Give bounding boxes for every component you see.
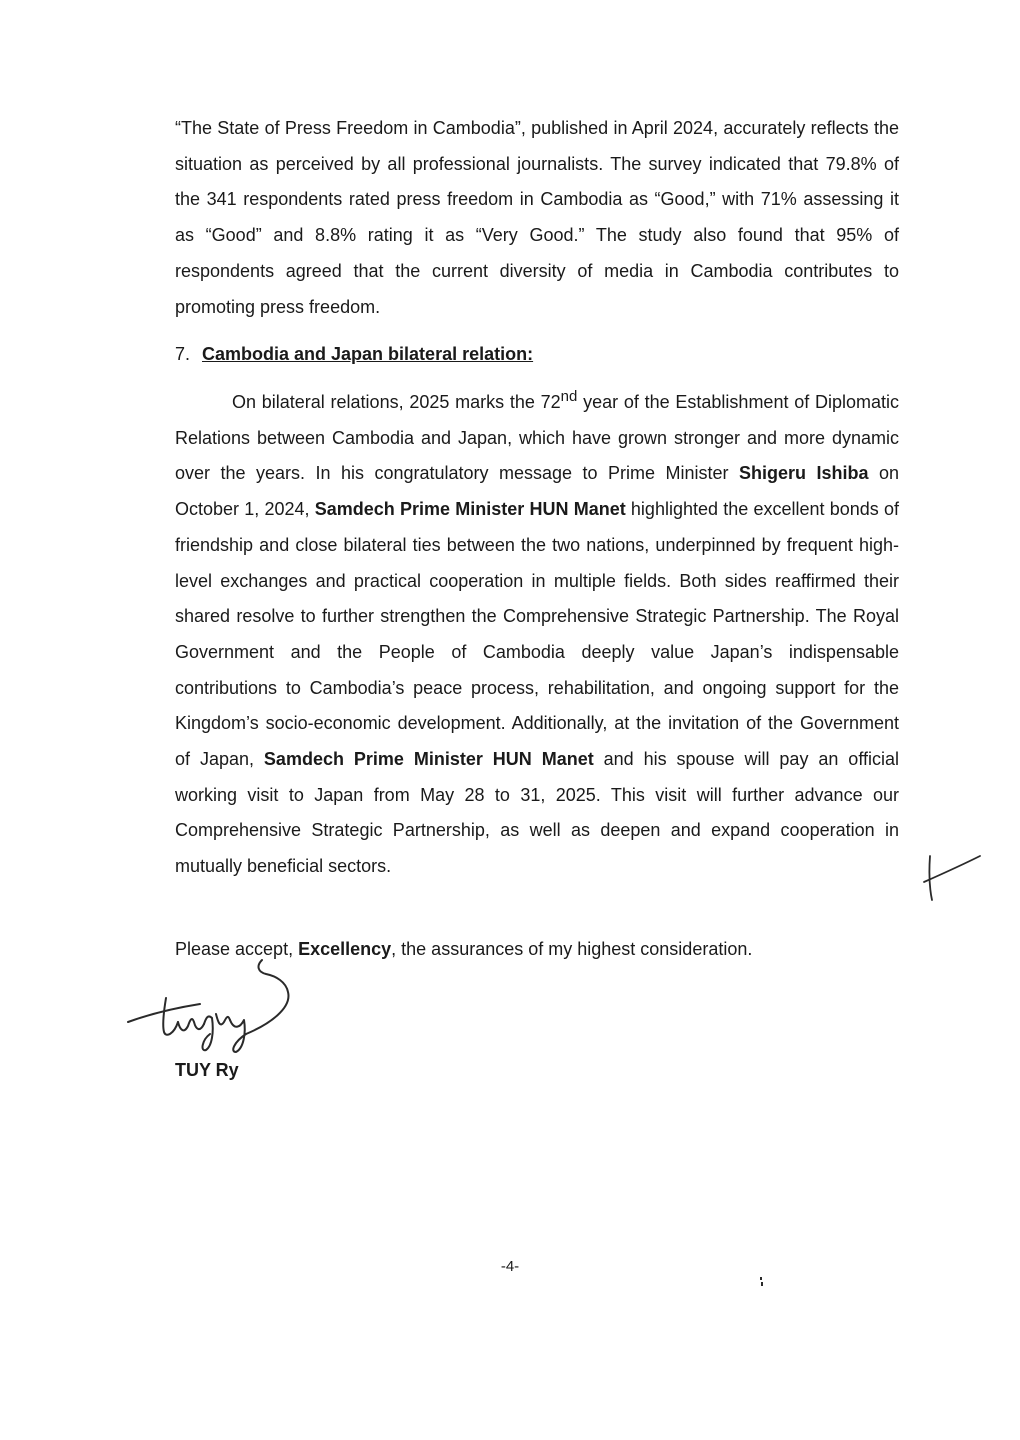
closing-text-1: Please accept, [175,939,299,959]
closing-excellency: Excellency [298,939,392,959]
section-7-heading [175,337,533,373]
page-number: -4- [500,1258,520,1275]
signer-name: TUY Ry [175,1060,239,1080]
name-hun-manet-2: Samdech Prime Minister HUN Manet [263,749,594,770]
ink-speck [759,1276,765,1288]
para2-text-2: year of the Establishment of Diplomatic Relations between Cambodia and Japan, which have grown stronger and more dynamic over the years. In his congratulatory message to Prime Minister [175,392,899,484]
handwritten-signature [120,948,310,1058]
section-title: Cambodia and Japan bilateral relation: [202,344,534,364]
paragraph-press-freedom-text: “The State of Press Freedom in Cambodia”, published in April 2024, accurately reflects the situation as perceived by all professional journalists. The survey indicated that 79.8% of the 341 respondents rated press freedom in Cambodia as “Good,” with 71% assessing it as “Good” and 8.8% rating it as “Very Good.” The study also found that 95% of respondents agreed that the current diversity of media in Cambodia contributes to promoting press freedom. [175,118,899,317]
paragraph-bilateral-relations [175,379,899,885]
section-number: 7. [175,344,191,364]
para2-text-5: and his spouse will pay an official working visit to Japan from May 28 to 31, 2025. This visit will further advance our Comprehensive Strategic Partnership, as well as deepen and expand cooperation in mutually beneficial sectors. [175,749,900,877]
para2-text-4: highlighted the excellent bonds of friendship and close bilateral ties between the two nations, underpinned by frequent high-level exchanges and practical cooperation in multiple fields. Both sides reaffirmed their shared resolve to further strengthen the Comprehensive Strategic Partnership. The Royal Government and the People of Cambodia deeply value Japan’s indispensable contributions to Cambodia’s peace process, rehabilitation, and ongoing support for the Kingdom’s socio-economic development. Additionally, at the invitation of the Government of Japan, [175,499,899,770]
ordinal-suffix: nd [560,388,578,405]
para2-text-3: on October 1, 2024, [175,463,899,520]
margin-initial-mark [918,852,988,904]
para2-text-1: On bilateral relations, 2025 marks the 72 [232,392,561,412]
paragraph-press-freedom [175,111,899,325]
name-shigeru-ishiba: Shigeru Ishiba [738,463,869,484]
name-hun-manet-1: Samdech Prime Minister HUN Manet [314,499,626,520]
closing-text-2: , the assurances of my highest consideration. [391,939,753,959]
